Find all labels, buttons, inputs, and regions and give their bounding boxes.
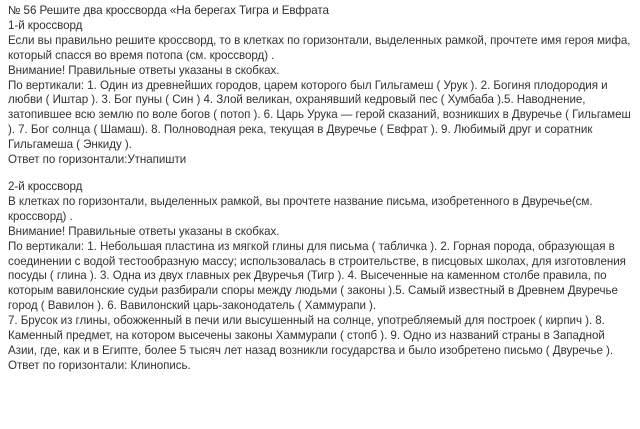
crossword-2-horizontal-clues: 7. Брусок из глины, обожженный в печи или высушенный на солнце, употребляемый для построек ( кирпич ). 8. Каменный предмет, на котором высечены законы Хаммурапи ( стопб ). 9. Одно из названий страны в Западной Азии, где, как и в Египте, более 5 тысяч лет назад возникли государства и было изобретено письмо ( Двуречье ). xyxy=(8,314,614,357)
crossword-1-heading: 1-й кроссворд xyxy=(8,18,83,32)
document-title: № 56 Решите два кроссворда «На берегах Тигра и Евфрата xyxy=(8,4,329,17)
section-spacer xyxy=(8,168,632,180)
crossword-2-heading: 2-й кроссворд xyxy=(8,179,83,193)
crossword-2-note: Внимание! Правильные ответы указаны в скобках. xyxy=(8,224,280,238)
crossword-1-note: Внимание! Правильные ответы указаны в скобках. xyxy=(8,63,280,77)
crossword-1-answer: Ответ по горизонтали:Утнапишти xyxy=(8,153,187,167)
crossword-2-intro: В клетках по горизонтали, выделенных рамкой, вы прочтете название письма, изобретенного в Двуречье(см. кроссворд) . xyxy=(8,194,593,223)
crossword-2-vertical-clues: По вертикали: 1. Небольшая пластина из мягкой глины для письма ( табличка ). 2. Горная порода, образующая в соединении с водой тестообразную массу; использовалась в строительстве, в писцовых школах, для изготовления посуды ( глина ). 3. Одна из двух главных рек Двуречья (Тигр ). 4. Высеченные на каменном столбе правила, по которым вавилонские судьи разбирали споры между людьми ( законы ).5. Самый известный в Древнем Двуречье город ( Вавилон ). 6. Вавилонский царь-законодатель ( Хаммурапи ). xyxy=(8,239,626,313)
crossword-2-answer: Ответ по горизонтали: Клинопись. xyxy=(8,358,191,372)
crossword-1-vertical-clues: По вертикали: 1. Один из древнейших городов, царем которого был Гильгамеш ( Урук ). 2. Богиня плодородия и любви ( Иштар ). 3. Бог пуны ( Син ) 4. Злой великан, охранявший кедровый пес ( Хумбаба ).5. Наводнение, затопившее всю землю по воле богов ( потоп ). 6. Царь Урука — герой сказаний, возникших в Двуречье ( Гильгамеш ). 7. Бог солнца ( Шамаш). 8. Полноводная река, текущая в Двуречье ( Евфрат ). 9. Любимый друг и соратник Гильгамеша ( Энкиду ). xyxy=(8,78,631,152)
crossword-1-intro: Если вы правильно решите кроссворд, то в клетках по горизонтали, выделенных рамкой, прочтете имя героя мифа, который спасся во время потопа (см. кроссворд) . xyxy=(8,33,631,62)
